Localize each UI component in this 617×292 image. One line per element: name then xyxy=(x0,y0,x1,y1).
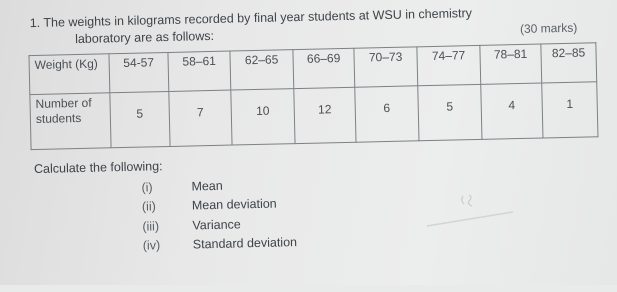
count-cell: 5 xyxy=(110,91,170,147)
weight-header-label: Weight (Kg) xyxy=(34,56,98,73)
marks-label: (30 marks) xyxy=(519,20,578,36)
count-cell: 7 xyxy=(169,90,232,146)
count-cell: 5 xyxy=(418,84,482,140)
question-text-line1: 1. The weights in kilograms recorded by final year students at WSU in chemistry xyxy=(29,6,473,31)
part-item xyxy=(143,233,298,256)
frequency-table xyxy=(28,42,598,150)
question-text-line2: laboratory are as follows: xyxy=(74,28,215,47)
weight-cell: 58–61 xyxy=(168,51,231,91)
weight-cell: 54-57 xyxy=(109,52,169,92)
count-cell: 12 xyxy=(294,87,356,143)
weight-cell: 62–65 xyxy=(230,50,294,90)
count-cell: 6 xyxy=(355,86,419,142)
count-header-label: Number of students xyxy=(35,95,92,126)
weight-cell: 66–69 xyxy=(293,48,355,88)
instruction-text: Calculate the following: xyxy=(33,159,163,177)
count-header xyxy=(30,93,111,150)
part-label: Mean deviation xyxy=(191,196,277,213)
part-number: (i) xyxy=(141,180,153,195)
weight-header xyxy=(29,54,110,95)
count-row xyxy=(30,82,598,150)
parts-list xyxy=(141,174,297,255)
part-number: (iv) xyxy=(142,238,161,253)
part-label: Mean xyxy=(191,178,223,194)
part-number: (ii) xyxy=(141,199,156,214)
weight-cell: 78–81 xyxy=(480,44,542,84)
weight-cell: 82–85 xyxy=(541,43,597,83)
weight-cell: 74–77 xyxy=(417,45,481,85)
part-number: (iii) xyxy=(142,218,160,234)
count-cell: 4 xyxy=(481,83,543,139)
count-cell: 1 xyxy=(542,82,598,138)
part-label: Variance xyxy=(192,217,241,233)
pencil-scribble xyxy=(425,190,515,230)
part-label: Standard deviation xyxy=(192,235,298,252)
weight-cell: 70–73 xyxy=(354,47,418,87)
count-cell: 10 xyxy=(231,89,295,145)
